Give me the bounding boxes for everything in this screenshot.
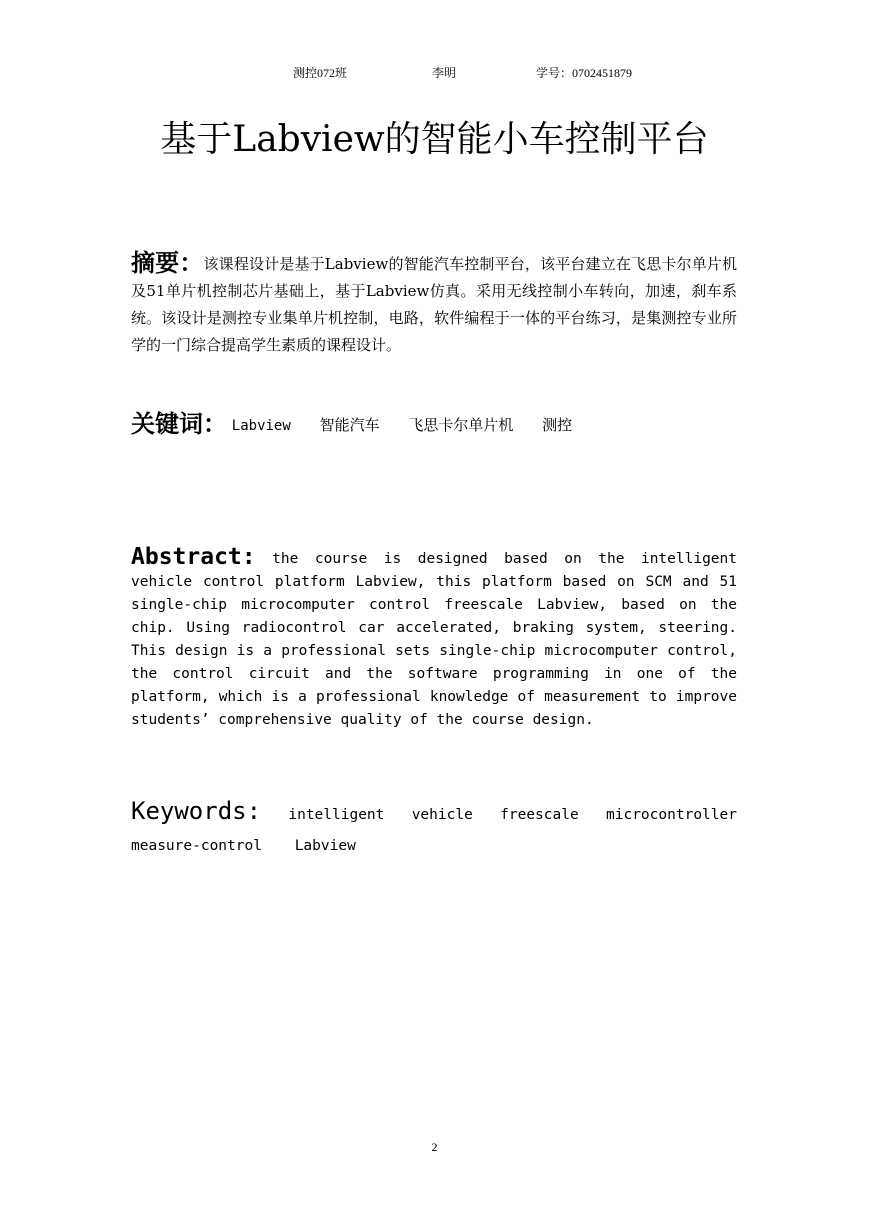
chinese-keywords <box>131 408 737 442</box>
english-keyword: vehicle <box>411 807 473 823</box>
english-keyword: intelligent <box>288 807 385 823</box>
chinese-abstract-label: 摘要： <box>131 249 204 277</box>
english-keywords-line-1 <box>131 796 737 831</box>
page-header <box>0 64 869 82</box>
page-number: 2 <box>431 1140 438 1154</box>
english-abstract-label: Abstract: <box>131 544 256 570</box>
header-class: 测控072班 <box>293 66 348 80</box>
english-keywords-line-2 <box>131 831 737 862</box>
english-keyword: microcontroller <box>606 807 737 823</box>
english-keywords-label: Keywords: <box>131 797 262 825</box>
english-keywords <box>131 796 737 862</box>
chinese-keyword: 测控 <box>542 416 573 434</box>
chinese-keyword: Labview <box>231 418 291 434</box>
chinese-keywords-label: 关键词： <box>131 410 227 438</box>
english-abstract-text: the course is designed based on the intelligent vehicle control platform Labview, this platform based on SCM and 51 single-chip microcomputer control freescale Labview, based on the chip. Using radiocontrol car accelerated, braking system, steering. This design is a professional sets single-chip microcomputer control, the control circuit and the software programming in one of the platform, which is a professional knowledge of measurement to improve students’ comprehensive quality of the course design. <box>131 551 737 728</box>
header-student-id: 学号：0702451879 <box>536 66 633 80</box>
chinese-keyword: 智能汽车 <box>319 416 380 434</box>
english-keyword: freescale <box>500 807 579 823</box>
english-keyword: measure-control <box>131 838 262 854</box>
chinese-keyword: 飞思卡尔单片机 <box>408 416 514 434</box>
english-keyword: Labview <box>294 838 356 854</box>
english-abstract <box>131 546 737 732</box>
chinese-abstract-text: 该课程设计是基于Labview的智能汽车控制平台，该平台建立在飞思卡尔单片机及51单片机控制芯片基础上，基于Labview仿真。采用无线控制小车转向，加速，刹车系统。该设计是测控专业集单片机控制，电路，软件编程于一体的平台练习，是集测控专业所学的一门综合提高学生素质的课程设计。 <box>131 255 738 354</box>
chinese-abstract <box>131 250 737 359</box>
document-title: 基于Labview的智能小车控制平台 <box>160 119 709 160</box>
header-author-name: 李明 <box>432 66 457 80</box>
